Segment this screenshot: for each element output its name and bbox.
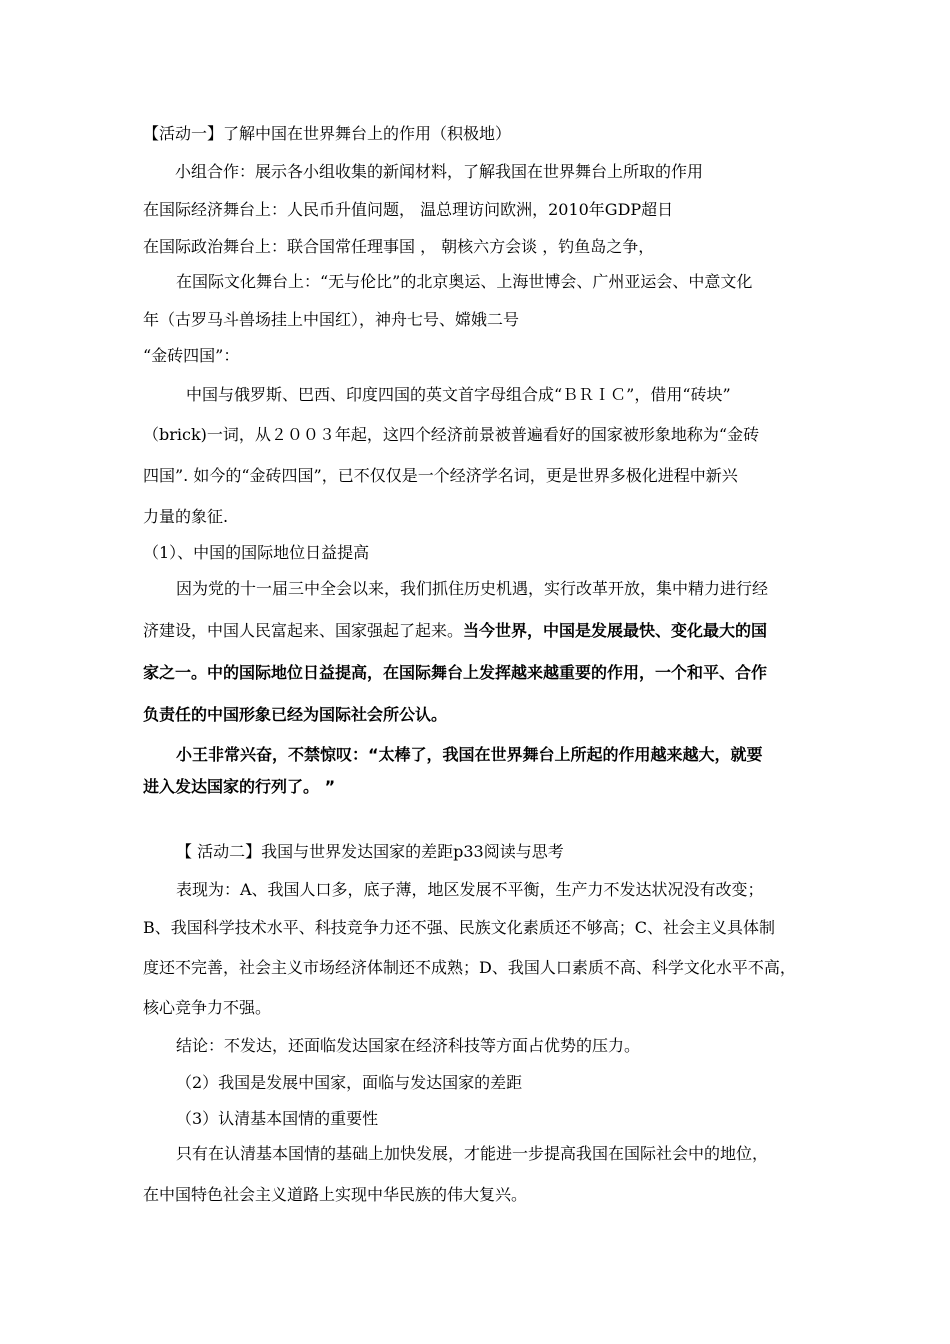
paragraph-line: “金砖四国”： (143, 346, 240, 365)
paragraph-line: 中国与俄罗斯、巴西、印度四国的英文首字母组合成“ＢＲＩＣ”，借用“砖块” (186, 385, 731, 404)
paragraph-line: 在国际经济舞台上：人民币升值问题， 温总理访问欧洲，2010年GDP超日 (143, 200, 674, 219)
paragraph-line: 小组合作：展示各小组收集的新闻材料，了解我国在世界舞台上所取的作用 (175, 162, 704, 181)
paragraph-line: 负责任的中国形象已经为国际社会所公认。 (143, 705, 448, 724)
normal-text: 济建设，中国人民富起来、国家强起了起来。 (143, 621, 464, 640)
paragraph-line: 在国际文化舞台上：“无与伦比”的北京奥运、上海世博会、广州亚运会、中意文化 (176, 272, 753, 291)
paragraph-line: 只有在认清基本国情的基础上加快发展，才能进一步提高我国在国际社会中的地位， (176, 1144, 769, 1163)
paragraph-line: 在中国特色社会主义道路上实现中华民族的伟大复兴。 (143, 1185, 528, 1204)
paragraph-line: 度还不完善，社会主义市场经济体制还不成熟；D、我国人口素质不高、科学文化水平不高， (143, 958, 796, 977)
paragraph-line: 核心竞争力不强。 (143, 998, 272, 1017)
paragraph-line (143, 621, 813, 641)
paragraph-line: 进入发达国家的行列了。 ” (143, 777, 336, 796)
paragraph-line: 年（古罗马斗兽场挂上中国红），神舟七号、嫦娥二号 (143, 310, 520, 329)
paragraph-line: 小王非常兴奋，不禁惊叹：“太棒了，我国在世界舞台上所起的作用越来越大，就要 (176, 745, 763, 764)
paragraph-line: 四国”. 如今的“金砖四国”，已不仅仅是一个经济学名词，更是世界多极化进程中新兴 (143, 466, 738, 485)
paragraph-line: 力量的象征. (143, 507, 229, 526)
paragraph-line: 家之一。中的国际地位日益提高，在国际舞台上发挥越来越重要的作用，一个和平、合作 (143, 663, 768, 682)
section-1-heading: （1）、中国的国际地位日益提高 (143, 543, 370, 562)
bold-text: 当今世界，中国是发展最快、变化最大的国 (463, 621, 768, 640)
section-3-heading: （3）认清基本国情的重要性 (176, 1109, 379, 1128)
activity-one-heading: 【活动一】了解中国在世界舞台上的作用（积极地） (143, 124, 512, 143)
conclusion-line: 结论：不发达，还面临发达国家在经济科技等方面占优势的压力。 (176, 1036, 641, 1055)
paragraph-line: 在国际政治舞台上：联合国常任理事国 ， 朝核六方会谈 ，钓鱼岛之争， (143, 237, 655, 256)
activity-two-heading: 【 活动二】我国与世界发达国家的差距p33阅读与思考 (176, 842, 564, 861)
paragraph-line: B、我国科学技术水平、科技竞争力还不强、民族文化素质还不够高；C、社会主义具体制 (143, 918, 776, 937)
paragraph-line: 因为党的十一届三中全会以来，我们抓住历史机遇，实行改革开放，集中精力进行经 (176, 579, 769, 598)
section-2-heading: （2）我国是发展中国家，面临与发达国家的差距 (176, 1073, 523, 1092)
paragraph-line: （brick)一词，从２００３年起，这四个经济前景被普遍看好的国家被形象地称为“金砖 (143, 425, 760, 444)
paragraph-line: 表现为：A、我国人口多，底子薄，地区发展不平衡，生产力不发达状况没有改变； (176, 880, 764, 899)
